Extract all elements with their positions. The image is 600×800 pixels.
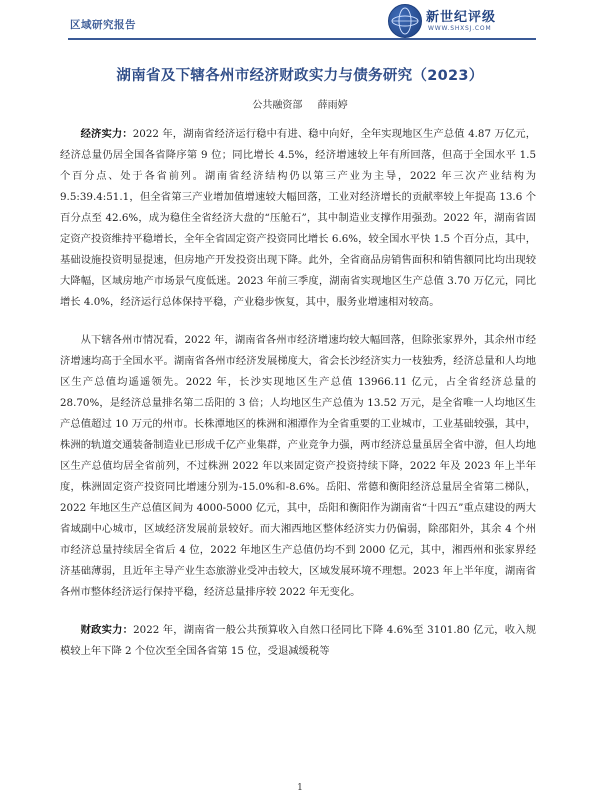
author-department: 公共融资部 (252, 100, 303, 111)
paragraph-lead: 经济实力： (80, 128, 133, 140)
page-header (0, 0, 600, 46)
logo-url: WWW.SHXSJ.COM (428, 25, 492, 32)
paragraph-lead: 财政实力： (80, 624, 134, 636)
paragraph-text: 2022 年，湖南省一般公共预算收入自然口径同比下降 4.6%至 3101.80 亿元，收入规模较上年下降 2 个位次至全国各省第 15 位，受退减缓税等 (60, 624, 536, 657)
paragraph-text: 2022 年，湖南省经济运行稳中有进、稳中向好，全年实现地区生产总值 4.87 万亿元，经济总量仍居全国各省降序第 9 位；同比增长 4.5%，经济增速较上年有所回落，但高于全国水平 1.5 个百分点、处于各省前列。湖南省经济结构仍以第三产业为主导，2022 年三次产业结构为 9.5:39.4:51.1，但全省第三产业增加值增速较大幅回落，工业对经济增长的贡献率较上年提高 13.6 个百分点至 42.6%，成为稳住全省经济大盘的“压舱石”，其中制造业支撑作用强劲。2022 年，湖南省固定资产投资维持平稳增长，全年全省固定资产投资同比增长 6.6%，较全国水平快 1.5 个百分点，其中，基础设施投资明显提速，但房地产开发投资出现下降。此外，全省商品房销售面积和销售额同比均出现较大降幅，区域房地产市场景气度低迷。2023 年前三季度，湖南省实现地区生产总值 3.70 万亿元，同比增长 4.0%，经济运行总体保持平稳，产业稳步恢复，其中，服务业增速相对较高。 (60, 128, 537, 308)
page-number: 1 (297, 783, 303, 793)
paragraph-prefecture-overview (60, 330, 536, 603)
publisher-logo (388, 3, 538, 39)
author-name: 薛雨婷 (317, 100, 348, 111)
paragraph-fiscal-strength (60, 620, 536, 662)
globe-icon (388, 4, 422, 38)
section-label: 区域研究报告 (70, 19, 136, 31)
document-title: 湖南省及下辖各州市经济财政实力与债务研究（2023） (116, 68, 484, 84)
paragraph-text: 从下辖各州市情况看，2022 年，湖南省各州市经济增速均较大幅回落，但除张家界外，其余州市经济增速均高于全国水平。湖南省各州市经济发展梯度大，省会长沙经济实力一枝独秀，经济总量和人均地区生产总值均遥遥领先。2022 年，长沙实现地区生产总值 13966.11 亿元，占全省经济总量的 28.70%，是经济总量排名第二岳阳的 3 倍；人均地区生产总值为 13.52 万元，是全省唯一人均地区生产总值超过 10 万元的州市。长株潭地区的株洲和湘潭作为全省重要的工业城市，工业基础较强，其中，株洲的轨道交通装备制造业已形成千亿产业集群，产业竞争力强，两市经济总量虽居全省中游，但人均地区生产总值均居全省前列，不过株洲 2022 年以来固定资产投资持续下降，2022 年及 2023 年上半年度，株洲固定资产投资同比增速分别为-15.0%和-8.6%。岳阳、常德和衡阳经济总量居全省第二梯队，2022 年地区生产总值区间为 4000-5000 亿元，其中，岳阳和衡阳作为湖南省“十四五”重点建设的两大省域副中心城市，区域经济发展前景较好。而大湘西地区整体经济实力仍偏弱，除邵阳外，其余 4 个州市经济总量持续居全省后 4 位，2022 年地区生产总值仍均不到 2000 亿元，其中，湘西州和张家界经济基础薄弱，且近年主导产业生态旅游业受冲击较大，区域发展环境不理想。2023 年上半年度，湖南省各州市整体经济运行保持平稳，经济总量排序较 2022 年无变化。 (60, 334, 536, 598)
author-line (60, 96, 540, 111)
header-divider (68, 38, 536, 40)
document-body (60, 124, 536, 679)
logo-name: 新世纪评级 (426, 10, 497, 25)
paragraph-economic-strength (60, 124, 536, 313)
